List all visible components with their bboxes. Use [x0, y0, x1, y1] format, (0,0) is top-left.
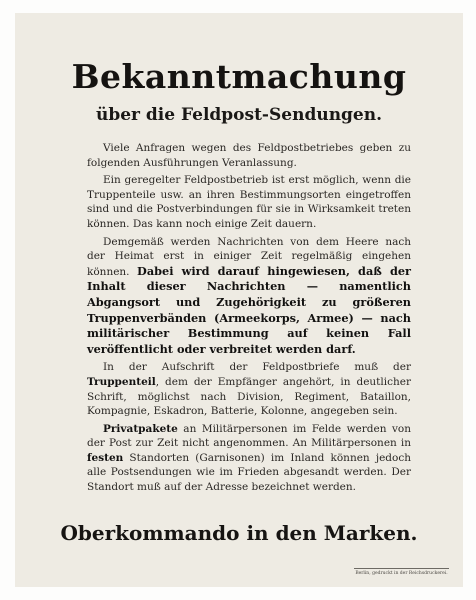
page-title: Bekanntmachung	[71, 57, 407, 96]
notice-paragraph	[87, 141, 411, 170]
notice-paragraph	[87, 235, 411, 358]
poster-sheet	[15, 13, 463, 587]
signature: Oberkommando in den Marken.	[60, 521, 418, 545]
emphasized-text: festen	[87, 451, 124, 464]
paragraph-text: In der Aufschrift der Feldpostbriefe muß der	[103, 361, 411, 374]
paragraph-text: Viele Anfragen wegen des Feldpostbetriebes geben zu folgenden Ausführungen Veranlassung.	[87, 142, 411, 169]
page-subtitle: über die Feldpost-Sendungen.	[95, 105, 383, 125]
emphasized-text: Privatpakete	[103, 422, 178, 435]
paragraph-text: , dem der Empfänger angehört, in deutlicher Schrift, möglichst nach Division, Regiment, Bataillon, Kompagnie, Eskadron, Batterie, Kolonne, angegeben sein.	[87, 375, 411, 418]
paragraph-text: Demgemäß werden Nachrichten von dem Heere nach der Heimat erst in einiger Zeit regelmäßig eingehen können.	[87, 235, 411, 278]
notice-paragraph	[87, 422, 411, 495]
paragraph-text: Standorten (Garnisonen) im Inland können jedoch alle Postsendungen wie im Frieden abgesandt werden. Der Standort muß auf der Adresse bezeichnet werden.	[87, 451, 411, 494]
paragraph-text: Ein geregelter Feldpostbetrieb ist erst möglich, wenn die Truppenteile usw. an ihren Bestimmungsorten eingetroffen sind und die Postverbindungen für sie in Wirksamkeit treten können. Das kann noch einige Zeit dauern.	[87, 174, 411, 230]
notice-paragraph	[87, 360, 411, 418]
paragraph-text: an Militärpersonen im Felde werden von der Post zur Zeit nicht angenommen. An Militärpersonen in	[87, 422, 411, 450]
printer-imprint: Berlin, gedruckt in der Reichsdruckerei.	[354, 568, 449, 577]
emphasized-text: Dabei wird darauf hingewiesen, daß der Inhalt dieser Nachrichten — namentlich Abgangsort und Zugehörigkeit zu größeren Truppenverbänden (Armeekorps, Armee) — nach militärischer Bestimmung auf keinen Fall veröffentlicht oder verbreitet werden darf.	[87, 263, 411, 356]
notice-paragraph	[87, 173, 411, 231]
emphasized-text: Truppenteil	[87, 375, 156, 388]
notice-body	[87, 141, 411, 498]
